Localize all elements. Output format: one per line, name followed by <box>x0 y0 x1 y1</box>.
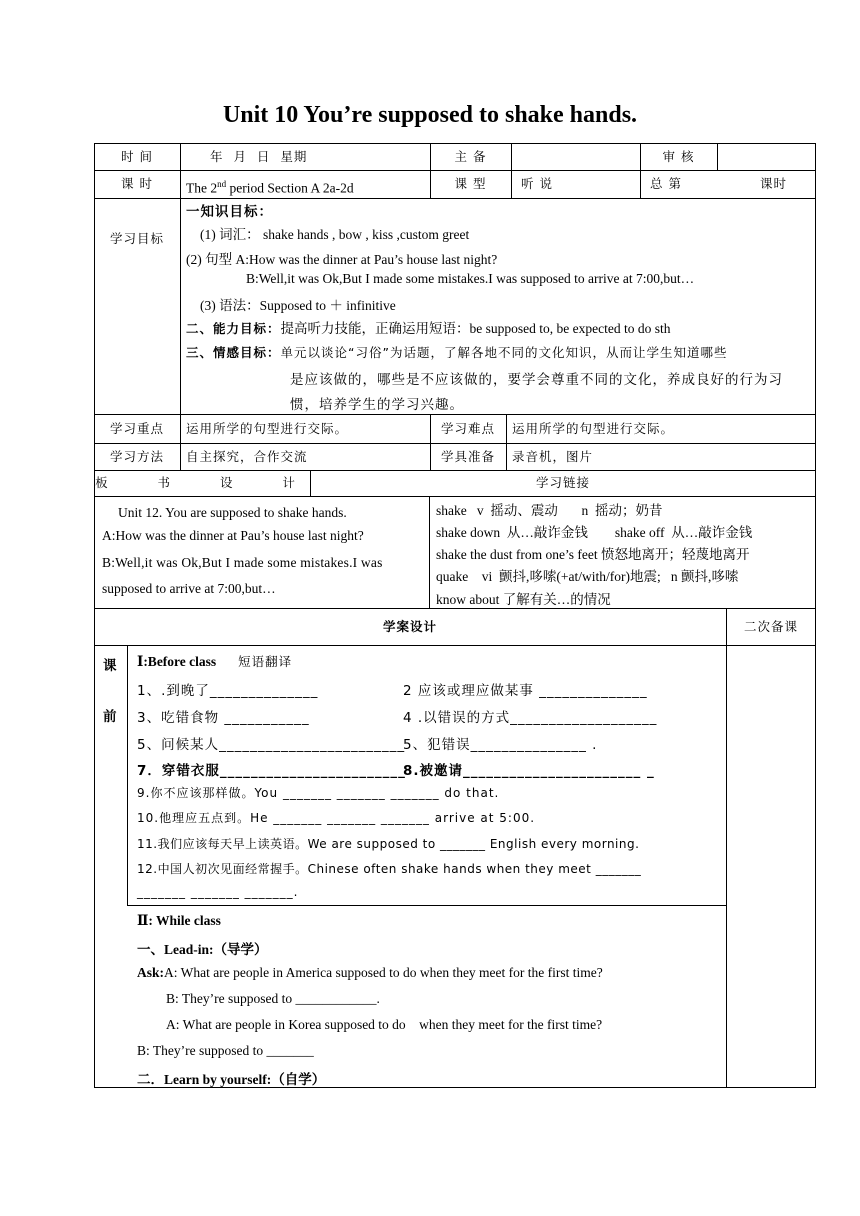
emotion-goal-line-3: 惯，培养学生的学习兴趣。 <box>290 397 464 413</box>
design-label: 学案设计 <box>382 619 437 634</box>
sentence-11: 11.我们应该每天早上读英语。We are supposed to _______ English every morning. <box>137 837 640 851</box>
lead-in-heading: 一、Lead-in:（导学） <box>137 942 268 957</box>
board-line-3: B:Well,it was Ok,But I made some mistakes.I was <box>102 555 383 570</box>
link-line-5: know about 了解有关…的情况 <box>436 592 611 607</box>
link-line-3: shake the dust from one’s feet 愤怒地离开；轻蔑地离开 <box>436 547 750 562</box>
time-label: 时 间 <box>121 149 153 164</box>
knowledge-goal-vocab: (1) 词汇： shake hands , bow , kiss ,custom greet <box>200 227 470 242</box>
second-prep-label: 二次备课 <box>743 619 798 634</box>
exercise-3: 3、吃错食物 ___________ <box>137 710 310 726</box>
learn-heading: 二．Learn by yourself:（自学） <box>137 1072 326 1087</box>
ask-line: Ask:A: What are people in America supposed to do when they meet for the first time? <box>137 965 603 980</box>
emotion-goal-line-2: 是应该做的，哪些是不应该做的，要学会尊重不同的文化，养成良好的行为习 <box>290 372 783 388</box>
board-line-4: supposed to arrive at 7:00,but… <box>102 581 276 596</box>
tools-label: 学具准备 <box>440 449 495 464</box>
exercise-6: 5、犯错误_______________ . <box>403 737 598 753</box>
exercise-5: 5、问候某人________________________ <box>137 737 406 753</box>
sentence-9: 9.你不应该那样做。You _______ _______ _______ do that. <box>137 786 500 800</box>
difficulty-value: 运用所学的句型进行交际。 <box>512 421 675 436</box>
knowledge-goal-pattern-b: B:Well,it was Ok,But I made some mistakes.I was supposed to arrive at 7:00,but… <box>246 271 695 286</box>
answer-line-1: B: They’re supposed to ____________. <box>166 991 380 1006</box>
emotion-goal: 三、情感目标：单元以谈论“习俗”为话题，了解各地不同的文化知识，从而让学生知道哪些 <box>186 345 728 360</box>
answer-line-3: B: They’re supposed to _______ <box>137 1043 314 1058</box>
ability-goal: 二、能力目标：提高听力技能，正确运用短语：be supposed to, be expected to do sth <box>186 321 671 336</box>
period-value: The 2nd period Section A 2a-2d <box>186 179 354 196</box>
knowledge-goal-pattern-a: (2) 句型 A:How was the dinner at Pau’s house last night? <box>186 252 498 267</box>
total-suffix: 课时 <box>760 176 788 191</box>
link-line-4: quake vi 颤抖,哆嗦(+at/with/for)地震; n 颤抖,哆嗦 <box>436 569 739 584</box>
sentence-12-cont: _______ _______ _______. <box>137 885 299 899</box>
exercise-4: 4 .以错误的方式___________________ <box>403 710 658 726</box>
sentence-10: 10.他理应五点到。He _______ _______ _______ arrive at 5:00. <box>137 811 536 825</box>
tools-value: 录音机，图片 <box>512 449 594 464</box>
sentence-12: 12.中国人初次见面经常握手。Chinese often shake hands when they meet _______ <box>137 862 642 876</box>
difficulty-label: 学习难点 <box>440 421 495 436</box>
host-value[interactable] <box>511 143 640 170</box>
focus-value: 运用所学的句型进行交际。 <box>186 421 349 436</box>
page-title: Unit 10 You’re supposed to shake hands. <box>222 102 638 128</box>
board-line-2: A:How was the dinner at Pau’s house last night? <box>102 528 364 543</box>
period-label: 课 时 <box>121 176 153 191</box>
goals-label: 学习目标 <box>109 231 164 246</box>
knowledge-goal-heading: 一知识目标： <box>186 204 273 220</box>
link-line-1: shake v 摇动、震动 n 摇动；奶昔 <box>436 503 663 518</box>
method-label: 学习方法 <box>109 449 164 464</box>
board-line-1: Unit 12. You are supposed to shake hands. <box>118 505 347 520</box>
exercise-8: 8.被邀请_______________________ _ <box>403 763 655 779</box>
review-value[interactable] <box>717 143 816 170</box>
board-label: 板 书 设 计 <box>95 475 309 490</box>
before-class-heading: Ⅰ:Before class 短语翻译 <box>137 654 293 669</box>
link-line-2: shake down 从…敲诈金钱 shake off 从…敲诈金钱 <box>436 525 753 540</box>
method-value: 自主探究，合作交流 <box>186 449 308 464</box>
side-label-1: 课 <box>103 658 118 674</box>
while-class-heading: Ⅱ: While class <box>137 913 221 928</box>
date-value: 年 月 日 星期 <box>210 149 308 164</box>
host-label: 主 备 <box>454 149 487 164</box>
answer-line-2: A: What are people in Korea supposed to do when they meet for the first time? <box>166 1017 603 1032</box>
type-value: 听 说 <box>521 176 553 191</box>
knowledge-goal-grammar: (3) 语法：Supposed to ＋ infinitive <box>200 298 396 313</box>
side-label-2: 前 <box>103 709 118 725</box>
type-label: 课 型 <box>454 176 487 191</box>
focus-label: 学习重点 <box>109 421 164 436</box>
exercise-2: 2 应该或理应做某事 ______________ <box>403 683 648 699</box>
total-label: 总 第 <box>650 176 682 191</box>
link-label: 学习链接 <box>535 475 590 490</box>
exercise-7: 7．穿错衣服________________________ <box>137 763 406 779</box>
exercise-1: 1、.到晚了______________ <box>137 683 319 699</box>
review-label: 审 核 <box>662 149 695 164</box>
